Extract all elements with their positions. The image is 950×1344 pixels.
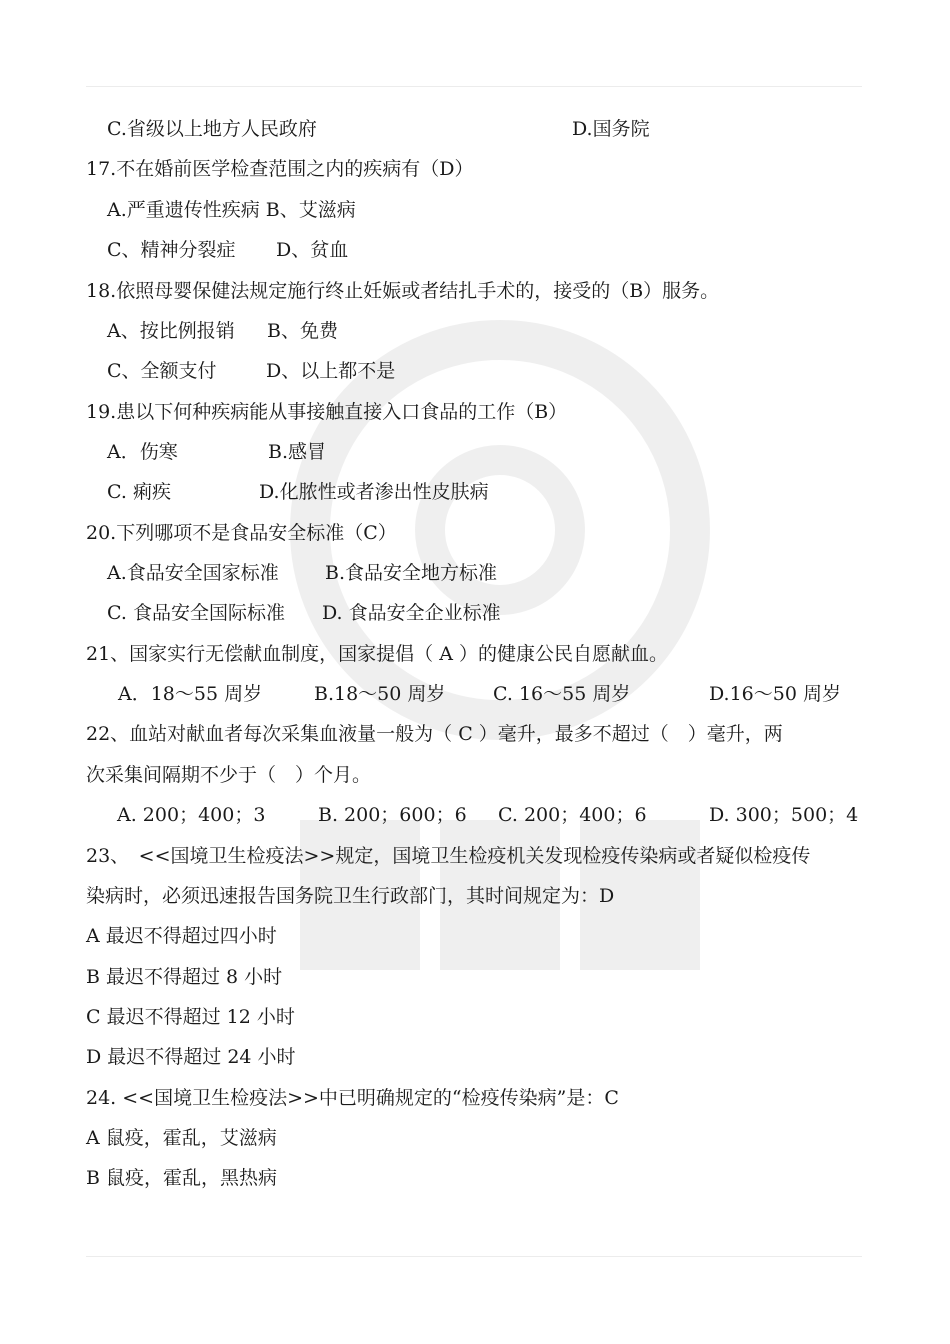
option-b: B、免费 [267,320,338,342]
option-c: C. 痢疾 [107,481,171,503]
option-d: D.化脓性或者渗出性皮肤病 [259,481,489,503]
option-d: D.16～50 周岁 [709,683,841,705]
option-c: C. 16～55 周岁 [493,683,631,705]
option-d: D 最迟不得超过 24 小时 [86,1046,296,1068]
option-b: B.18～50 周岁 [314,683,446,705]
question-text: 19.患以下何种疾病能从事接触直接入口食品的工作（B） [86,401,568,423]
option-b: B.食品安全地方标准 [325,562,498,584]
option-d: D.国务院 [572,118,650,140]
option-b: B 最迟不得超过 8 小时 [86,966,283,988]
option-a: A、按比例报销 [107,320,235,342]
option-a: A.食品安全国家标准 [107,562,279,584]
option-ab: A.严重遗传性疾病 B、艾滋病 [107,199,356,221]
question-text: 23、 <<国境卫生检疫法>>规定，国境卫生检疫机关发现检疫传染病或者疑似检疫传 [86,845,811,867]
option-a: A 鼠疫，霍乱，艾滋病 [86,1127,277,1149]
question-text: 染病时，必须迅速报告国务院卫生行政部门，其时间规定为：D [86,885,615,907]
option-c: C. 食品安全国际标准 [107,602,285,624]
option-d: D、贫血 [276,239,349,261]
option-c: C.省级以上地方人民政府 [107,118,317,140]
option-b: B.感冒 [268,441,327,463]
question-text: 24. <<国境卫生检疫法>>中已明确规定的“检疫传染病”是：C [86,1087,619,1109]
option-c: C. 200；400；6 [498,804,647,826]
question-text: 次采集间隔期不少于（ ）个月。 [86,764,372,786]
option-b: B 鼠疫，霍乱，黑热病 [86,1167,278,1189]
page-top-rule [86,86,862,87]
question-text: 20.下列哪项不是食品安全标准（C） [86,522,397,544]
question-text: 22、血站对献血者每次采集血液量一般为（ C ）毫升，最多不超过（ ）毫升，两 [86,723,783,745]
option-c: C、全额支付 [107,360,217,382]
option-c: C、精神分裂症 [107,239,236,261]
option-a: A．伤寒 [107,441,178,463]
option-c: C 最迟不得超过 12 小时 [86,1006,295,1028]
question-text: 17.不在婚前医学检查范围之内的疾病有（D） [86,158,474,180]
option-a: A．18～55 周岁 [118,683,263,705]
option-d: D. 300；500；4 [709,804,859,826]
option-d: D、以上都不是 [266,360,396,382]
option-a: A 最迟不得超过四小时 [86,925,277,947]
option-a: A. 200；400；3 [117,804,266,826]
question-text: 18.依照母婴保健法规定施行终止妊娠或者结扎手术的，接受的（B）服务。 [86,280,720,302]
page-bottom-rule [86,1256,862,1257]
option-d: D. 食品安全企业标准 [322,602,501,624]
question-text: 21、国家实行无偿献血制度，国家提倡（ A ）的健康公民自愿献血。 [86,643,668,665]
option-b: B. 200；600；6 [318,804,467,826]
